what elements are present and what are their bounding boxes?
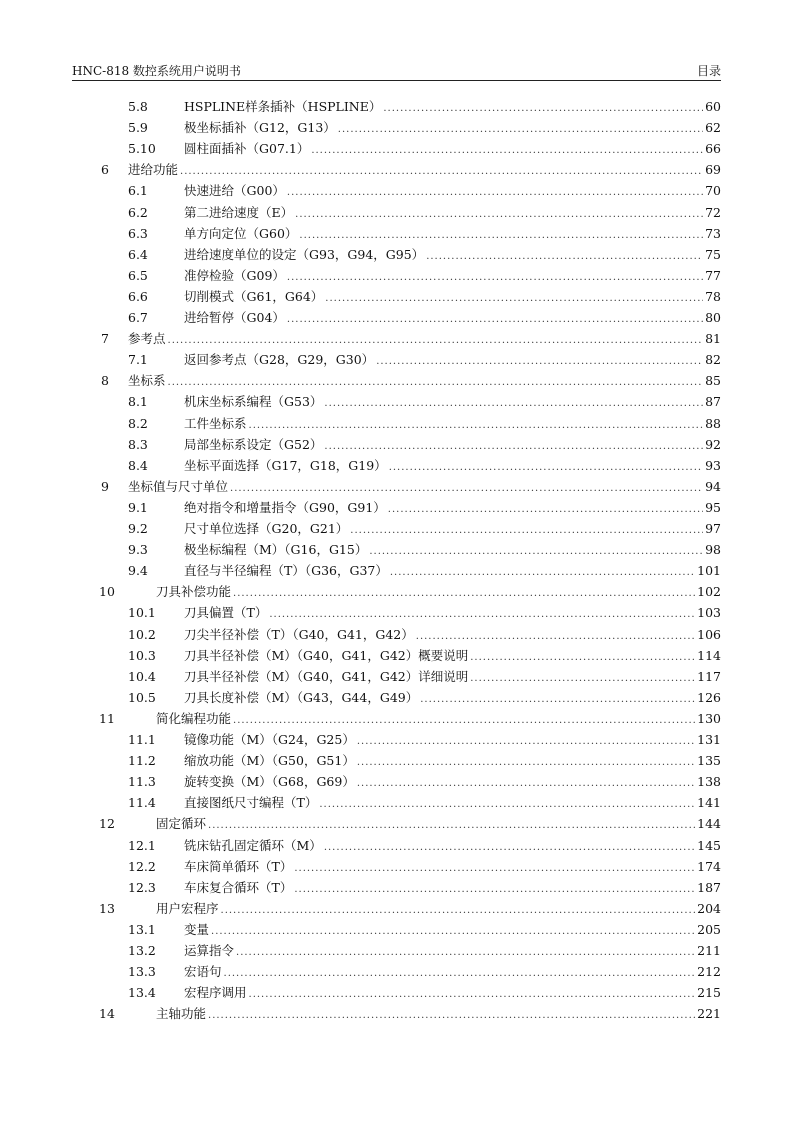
- toc-entry-page: 114: [697, 647, 721, 663]
- toc-entry-title: 切削模式（G61，G64）: [184, 288, 324, 304]
- toc-leader-dots: [233, 711, 695, 731]
- toc-entry-title: 返回参考点（G28，G29，G30）: [184, 352, 375, 368]
- toc-entry-number: 7.1: [128, 352, 148, 368]
- toc-entry[interactable]: [128, 793, 721, 813]
- toc-entry[interactable]: [128, 392, 721, 412]
- toc-entry-title: HSPLINE样条插补（HSPLINE）: [184, 99, 382, 114]
- toc-entry-number: 8: [101, 373, 109, 389]
- toc-entry-number: 6.3: [128, 225, 148, 241]
- toc-entry[interactable]: [128, 350, 721, 370]
- toc-leader-dots: [230, 479, 703, 499]
- toc-entry-page: 87: [705, 394, 721, 410]
- toc-entry-page: 62: [705, 120, 721, 136]
- toc-entry-number: 8.2: [128, 415, 148, 431]
- toc-entry[interactable]: [128, 118, 721, 138]
- toc-entry-page: 97: [705, 521, 721, 536]
- toc-entry-title: 直接图纸尺寸编程（T）: [184, 795, 318, 811]
- toc-entry[interactable]: [128, 203, 721, 223]
- toc-entry-number: 8.3: [128, 436, 148, 452]
- toc-leader-dots: [249, 416, 704, 436]
- toc-leader-dots: [269, 605, 695, 625]
- toc-entry-page: 69: [705, 162, 721, 178]
- toc-leader-dots: [221, 901, 696, 921]
- toc-entry-page: 93: [705, 457, 721, 473]
- toc-entry[interactable]: [128, 139, 721, 159]
- toc-entry-number: 6.1: [128, 183, 148, 199]
- toc-entry-page: 204: [697, 900, 721, 916]
- toc-entry[interactable]: [128, 772, 721, 792]
- toc-leader-dots: [211, 922, 695, 942]
- toc-leader-dots: [389, 458, 703, 478]
- toc-entry-number: 7: [101, 331, 109, 347]
- toc-entry-title: 尺寸单位选择（G20，G21）: [184, 521, 349, 536]
- toc-leader-dots: [311, 141, 703, 161]
- toc-entry-number: 11.4: [128, 795, 156, 811]
- toc-entry-page: 130: [697, 710, 721, 726]
- toc-leader-dots: [299, 226, 703, 246]
- toc-leader-dots: [426, 247, 703, 267]
- toc-entry[interactable]: [128, 266, 721, 286]
- toc-entry-number: 14: [99, 1006, 115, 1022]
- toc-entry-title: 坐标平面选择（G17，G18，G19）: [184, 457, 387, 473]
- toc-leader-dots: [470, 669, 695, 689]
- toc-entry[interactable]: [99, 582, 721, 602]
- toc-entry-page: 145: [697, 837, 721, 853]
- toc-entry-number: 10.3: [128, 647, 156, 663]
- toc-leader-dots: [224, 964, 696, 984]
- toc-entry[interactable]: [128, 751, 721, 771]
- toc-entry-title: 刀具半径补偿（M）（G40，G41，G42）详细说明: [184, 668, 469, 684]
- toc-entry-page: 212: [697, 964, 721, 980]
- toc-entry-title: 宏程序调用: [184, 985, 247, 1001]
- toc-entry[interactable]: [128, 519, 721, 539]
- toc-entry[interactable]: [128, 308, 721, 328]
- toc-entry-page: 205: [697, 921, 721, 937]
- toc-entry-number: 6.6: [128, 288, 148, 304]
- toc-entry-title: 单方向定位（G60）: [184, 225, 298, 241]
- toc-entry[interactable]: [128, 561, 721, 581]
- toc-entry[interactable]: [128, 836, 721, 856]
- toc-entry-title: 圆柱面插补（G07.1）: [184, 141, 310, 157]
- toc-entry-number: 12.2: [128, 858, 156, 874]
- toc-entry-number: 9.3: [128, 542, 148, 558]
- toc-leader-dots: [325, 289, 703, 309]
- toc-entry-page: 77: [705, 267, 721, 283]
- toc-leader-dots: [319, 795, 695, 815]
- toc-leader-dots: [324, 394, 703, 414]
- toc-entry[interactable]: [128, 625, 721, 645]
- toc-entry-number: 11: [99, 710, 115, 726]
- toc-entry[interactable]: [101, 371, 721, 391]
- toc-leader-dots: [233, 584, 695, 604]
- toc-entry[interactable]: [128, 540, 721, 560]
- toc-entry-page: 94: [705, 478, 721, 494]
- toc-entry[interactable]: [128, 456, 721, 476]
- toc-entry[interactable]: [128, 962, 721, 982]
- toc-leader-dots: [168, 373, 704, 393]
- toc-entry-page: 78: [705, 288, 721, 304]
- toc-leader-dots: [324, 437, 703, 457]
- toc-entry[interactable]: [128, 857, 721, 877]
- toc-leader-dots: [420, 690, 695, 710]
- toc-entry-page: 70: [705, 183, 721, 199]
- toc-leader-dots: [324, 838, 695, 858]
- toc-entry-title: 极坐标插补（G12，G13）: [184, 120, 336, 136]
- toc-entry-number: 11.3: [128, 774, 156, 790]
- toc-entry[interactable]: [128, 983, 721, 1003]
- toc-entry-page: 60: [705, 99, 721, 114]
- toc-entry-number: 12: [99, 816, 115, 832]
- page-header: [72, 60, 721, 81]
- toc-entry[interactable]: [128, 224, 721, 244]
- toc-entry-page: 221: [697, 1006, 721, 1022]
- toc-entry-title: 运算指令: [184, 943, 235, 958]
- toc-leader-dots: [208, 816, 695, 836]
- toc-entry-title: 车床复合循环（T）: [184, 879, 293, 895]
- toc-entry-page: 102: [697, 584, 721, 600]
- toc-entry-number: 13.2: [128, 943, 156, 958]
- toc-entry-title: 准停检验（G09）: [184, 267, 285, 283]
- toc-entry[interactable]: [128, 730, 721, 750]
- toc-entry[interactable]: [99, 899, 721, 919]
- toc-leader-dots: [338, 120, 703, 140]
- toc-entry[interactable]: [128, 941, 721, 961]
- toc-entry-number: 5.10: [128, 141, 156, 157]
- toc-leader-dots: [350, 521, 703, 541]
- toc-entry-number: 12.1: [128, 837, 156, 853]
- toc-entry[interactable]: [101, 160, 721, 180]
- toc-entry-number: 6.2: [128, 204, 148, 220]
- toc-entry-page: 98: [705, 542, 721, 558]
- toc-entry-page: 85: [705, 373, 721, 389]
- toc-entry-page: 135: [697, 753, 721, 769]
- toc-entry-title: 坐标值与尺寸单位: [128, 478, 229, 494]
- toc-entry-page: 187: [697, 879, 721, 895]
- toc-entry[interactable]: [128, 181, 721, 201]
- toc-entry-title: 机床坐标系编程（G53）: [184, 394, 323, 410]
- toc-entry[interactable]: [128, 878, 721, 898]
- toc-leader-dots: [357, 774, 695, 794]
- toc-entry-number: 9: [101, 478, 109, 494]
- toc-entry-page: 138: [697, 774, 721, 790]
- toc-leader-dots: [416, 627, 695, 647]
- toc-leader-dots: [357, 753, 695, 773]
- toc-entry-number: 13.4: [128, 985, 156, 1001]
- toc-leader-dots: [388, 500, 703, 520]
- toc-entry-number: 13: [99, 900, 115, 916]
- toc-entry-title: 旋转变换（M）（G68，G69）: [184, 774, 355, 790]
- toc-leader-dots: [470, 648, 695, 668]
- toc-entry-title: 进给功能: [128, 162, 179, 178]
- toc-entry-title: 进给速度单位的设定（G93，G94，G95）: [184, 246, 425, 262]
- toc-entry-page: 126: [697, 689, 721, 705]
- toc-entry[interactable]: [101, 477, 721, 497]
- toc-entry-number: 11.2: [128, 753, 156, 769]
- toc-entry-number: 5.8: [128, 99, 148, 114]
- toc-entry-title: 绝对指令和增量指令（G90，G91）: [184, 499, 386, 515]
- toc-entry-title: 刀具偏置（T）: [184, 605, 268, 621]
- toc-entry-number: 13.3: [128, 964, 156, 980]
- toc-entry[interactable]: [128, 287, 721, 307]
- toc-entry-title: 简化编程功能: [156, 710, 232, 726]
- toc-entry-title: 第二进给速度（E）: [184, 204, 294, 220]
- toc-entry-number: 6.5: [128, 267, 148, 283]
- toc-entry-page: 75: [705, 246, 721, 262]
- toc-entry-number: 10: [99, 584, 115, 600]
- toc-entry-number: 9.2: [128, 521, 148, 536]
- toc-entry[interactable]: [101, 329, 721, 349]
- toc-entry-title: 直径与半径编程（T）（G36，G37）: [184, 563, 388, 579]
- toc-entry-page: 117: [697, 668, 721, 684]
- toc-entry-page: 101: [697, 563, 721, 579]
- toc-entry-title: 参考点: [128, 331, 166, 347]
- toc-entry-number: 9.1: [128, 499, 148, 515]
- toc-leader-dots: [180, 162, 703, 182]
- toc-entry-page: 72: [705, 204, 721, 220]
- toc-entry-number: 6.7: [128, 310, 148, 325]
- toc-entry-page: 95: [705, 499, 721, 515]
- toc-entry-page: 211: [697, 943, 721, 958]
- toc-entry-number: 10.5: [128, 689, 156, 705]
- toc-entry-title: 主轴功能: [156, 1006, 207, 1022]
- toc-entry-title: 局部坐标系设定（G52）: [184, 436, 323, 452]
- toc-leader-dots: [376, 352, 703, 372]
- toc-leader-dots: [357, 732, 695, 752]
- section-title: 目录: [696, 64, 721, 78]
- toc-entry-number: 8.1: [128, 394, 148, 410]
- toc-leader-dots: [287, 268, 703, 288]
- toc-entry[interactable]: [128, 688, 721, 708]
- toc-entry-page: 92: [705, 436, 721, 452]
- toc-entry-title: 工件坐标系: [184, 415, 247, 431]
- toc-leader-dots: [208, 1006, 695, 1026]
- toc-leader-dots: [287, 183, 703, 203]
- toc-entry-title: 极坐标编程（M）（G16，G15）: [184, 542, 368, 558]
- toc-entry-title: 刀具长度补偿（M）（G43，G44，G49）: [184, 689, 419, 705]
- toc-entry-number: 10.1: [128, 605, 156, 621]
- toc-leader-dots: [168, 331, 704, 351]
- toc-leader-dots: [383, 99, 703, 119]
- toc-entry-number: 10.2: [128, 626, 156, 642]
- toc-entry-page: 82: [705, 352, 721, 368]
- toc-entry-number: 11.1: [128, 732, 156, 747]
- toc-leader-dots: [287, 310, 703, 330]
- toc-entry[interactable]: [128, 498, 721, 518]
- toc-entry-number: 10.4: [128, 668, 156, 684]
- toc-entry-title: 用户宏程序: [156, 900, 219, 916]
- toc-leader-dots: [294, 859, 695, 879]
- toc-entry-number: 8.4: [128, 457, 148, 473]
- toc-leader-dots: [294, 880, 695, 900]
- toc-entry-title: 铣床钻孔固定循环（M）: [184, 837, 322, 853]
- toc-entry-page: 66: [705, 141, 721, 157]
- toc-entry-title: 变量: [184, 921, 210, 937]
- toc-entry-title: 刀具半径补偿（M）（G40，G41，G42）概要说明: [184, 647, 469, 663]
- toc-leader-dots: [249, 985, 696, 1005]
- toc-entry[interactable]: [128, 435, 721, 455]
- toc-entry-page: 88: [705, 415, 721, 431]
- toc-entry-page: 141: [697, 795, 721, 811]
- toc-entry-number: 13.1: [128, 921, 156, 937]
- toc-entry-number: 6: [101, 162, 109, 178]
- toc-entry-title: 刀尖半径补偿（T）（G40，G41，G42）: [184, 626, 414, 642]
- toc-entry-page: 215: [697, 985, 721, 1001]
- toc-leader-dots: [295, 205, 703, 225]
- toc-entry-page: 106: [697, 626, 721, 642]
- toc-entry-title: 缩放功能（M）（G50，G51）: [184, 753, 355, 769]
- toc-entry[interactable]: [128, 97, 721, 117]
- toc-entry-page: 81: [705, 331, 721, 347]
- toc-entry[interactable]: [99, 1004, 721, 1024]
- toc-entry[interactable]: [128, 667, 721, 687]
- toc-entry[interactable]: [99, 814, 721, 834]
- toc-entry-title: 车床简单循环（T）: [184, 858, 293, 874]
- toc-entry[interactable]: [128, 414, 721, 434]
- toc-entry-page: 144: [697, 816, 721, 832]
- document-title: HNC-818 数控系统用户说明书: [72, 64, 241, 78]
- toc-entry-page: 103: [697, 605, 721, 621]
- toc-entry[interactable]: [128, 920, 721, 940]
- toc-entry-title: 刀具补偿功能: [156, 584, 232, 600]
- toc-leader-dots: [390, 563, 695, 583]
- toc-entry-number: 5.9: [128, 120, 148, 136]
- toc-entry-title: 坐标系: [128, 373, 166, 389]
- toc-entry-number: 6.4: [128, 246, 148, 262]
- toc-entry-title: 快速进给（G00）: [184, 183, 285, 199]
- toc-entry-page: 174: [697, 858, 721, 874]
- toc-entry-number: 12.3: [128, 879, 156, 895]
- toc-entry[interactable]: [128, 603, 721, 623]
- toc-leader-dots: [369, 542, 703, 562]
- toc-entry[interactable]: [128, 646, 721, 666]
- toc-entry-title: 进给暂停（G04）: [184, 310, 285, 325]
- toc-entry-number: 9.4: [128, 563, 148, 579]
- toc-entry-title: 固定循环: [156, 816, 207, 832]
- toc-leader-dots: [236, 943, 695, 963]
- toc-entry-title: 宏语句: [184, 964, 222, 980]
- toc-entry[interactable]: [99, 709, 721, 729]
- toc-entry-page: 131: [697, 732, 721, 747]
- toc-entry[interactable]: [128, 245, 721, 265]
- toc-entry-page: 73: [705, 225, 721, 241]
- toc-entry-title: 镜像功能（M）（G24，G25）: [184, 732, 355, 747]
- toc-entry-page: 80: [705, 310, 721, 325]
